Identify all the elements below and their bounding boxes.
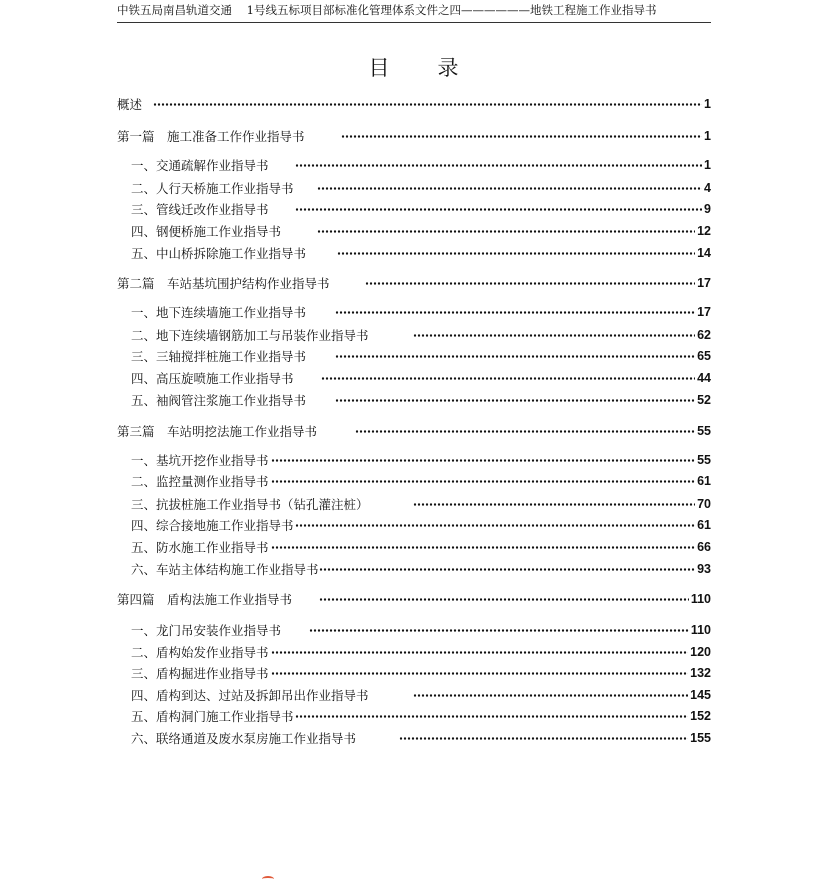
dot-leader — [399, 737, 688, 740]
toc-entry[interactable] — [117, 302, 711, 322]
running-header — [117, 0, 711, 23]
toc-entry-page-number: 61 — [697, 518, 711, 532]
toc-entry-page-number: 61 — [697, 474, 711, 488]
toc-entry-label: 六、联络通道及废水泵房施工作业指导书 — [131, 731, 357, 746]
dot-leader — [295, 208, 702, 211]
toc-entry[interactable] — [117, 515, 711, 535]
toc-entry[interactable] — [117, 390, 711, 410]
toc-entry[interactable] — [117, 94, 711, 114]
toc-entry-page-number: 1 — [704, 97, 711, 111]
dot-leader — [319, 568, 695, 571]
dot-leader — [317, 187, 702, 190]
toc-entry[interactable] — [117, 346, 711, 366]
toc-entry-page-number: 52 — [697, 393, 711, 407]
toc-entry-page-number: 12 — [697, 224, 711, 238]
title-char-left: 目 — [368, 56, 392, 80]
header-company: 中铁五局南昌轨道交通 — [117, 3, 232, 17]
toc-entry-label: 四、综合接地施工作业指导书 — [131, 518, 294, 533]
toc-entry-label: 二、地下连续墙钢筋加工与吊装作业指导书 — [131, 328, 369, 343]
toc-entry[interactable] — [117, 273, 711, 293]
dot-leader — [341, 135, 702, 138]
dot-leader — [317, 230, 695, 233]
toc-entry[interactable] — [117, 494, 711, 514]
toc-entry-page-number: 4 — [704, 181, 711, 195]
dot-leader — [271, 672, 688, 675]
toc-entry-label: 二、人行天桥施工作业指导书 — [131, 181, 294, 196]
toc-entry-page-number: 1 — [704, 129, 711, 143]
toc-entry[interactable] — [117, 589, 711, 609]
toc-entry-label: 一、交通疏解作业指导书 — [131, 158, 269, 173]
toc-entry-page-number: 9 — [704, 202, 711, 216]
dot-leader — [271, 546, 695, 549]
toc-entry-label: 三、管线迁改作业指导书 — [131, 202, 269, 217]
toc-entry-label: 二、监控量测作业指导书 — [131, 474, 269, 489]
dot-leader — [153, 103, 702, 106]
toc-entry-label: 三、盾构掘进作业指导书 — [131, 666, 269, 681]
toc-entry-page-number: 70 — [697, 497, 711, 511]
dot-leader — [271, 459, 695, 462]
dot-leader — [295, 164, 702, 167]
dot-leader — [413, 334, 695, 337]
toc-entry-page-number: 110 — [690, 592, 711, 606]
header-document: 1号线五标项目部标准化管理体系文件之四——————地铁工程施工作业指导书 — [246, 3, 657, 17]
toc-entry-page-number: 93 — [697, 562, 711, 576]
toc-entry-page-number: 17 — [697, 305, 711, 319]
toc-entry[interactable] — [117, 325, 711, 345]
toc-entry-label: 第四篇 盾构法施工作业指导书 — [117, 592, 293, 607]
toc-entry-label: 四、盾构到达、过站及拆卸吊出作业指导书 — [131, 688, 369, 703]
toc-entry[interactable] — [117, 471, 711, 491]
toc-entry[interactable] — [117, 155, 711, 175]
toc-entry-label: 三、三轴搅拌桩施工作业指导书 — [131, 349, 307, 364]
toc-entry-page-number: 55 — [697, 453, 711, 467]
title-char-right: 录 — [437, 56, 461, 80]
page-title — [0, 52, 829, 82]
dot-leader — [413, 503, 695, 506]
dot-leader — [295, 715, 688, 718]
toc-entry[interactable] — [117, 559, 711, 579]
dot-leader — [413, 694, 688, 697]
toc-entry-page-number: 44 — [697, 371, 711, 385]
toc-entry-label: 一、基坑开挖作业指导书 — [131, 453, 269, 468]
toc-entry[interactable] — [117, 199, 711, 219]
toc-entry-page-number: 14 — [697, 246, 711, 260]
dot-leader — [355, 430, 695, 433]
toc-entry-page-number: 1 — [704, 158, 711, 172]
toc-entry[interactable] — [117, 706, 711, 726]
dot-leader — [309, 629, 689, 632]
toc-entry[interactable] — [117, 663, 711, 683]
toc-entry-page-number: 17 — [697, 276, 711, 290]
toc-entry-label: 五、防水施工作业指导书 — [131, 540, 269, 555]
toc-entry-label: 五、袖阀管注浆施工作业指导书 — [131, 393, 307, 408]
toc-entry[interactable] — [117, 620, 711, 640]
dot-leader — [335, 311, 695, 314]
dot-leader — [319, 598, 689, 601]
toc-entry-label: 一、龙门吊安装作业指导书 — [131, 623, 282, 638]
toc-entry-page-number: 55 — [697, 424, 711, 438]
toc-entry[interactable] — [117, 421, 711, 441]
toc-entry-label: 五、盾构洞门施工作业指导书 — [131, 709, 294, 724]
toc-entry[interactable] — [117, 537, 711, 557]
toc-entry-page-number: 132 — [690, 666, 711, 680]
toc-entry-label: 第三篇 车站明挖法施工作业指导书 — [117, 424, 318, 439]
toc-entry-page-number: 65 — [697, 349, 711, 363]
toc-entry[interactable] — [117, 642, 711, 662]
dot-leader — [271, 480, 695, 483]
toc-entry-page-number: 120 — [690, 645, 711, 659]
toc-entry-page-number: 66 — [697, 540, 711, 554]
toc-entry-label: 二、盾构始发作业指导书 — [131, 645, 269, 660]
toc-entry-page-number: 155 — [690, 731, 711, 745]
toc-entry-page-number: 110 — [690, 623, 711, 637]
toc-entry-label: 第一篇 施工准备工作作业指导书 — [117, 129, 305, 144]
toc-entry-label: 概述 — [117, 97, 143, 112]
dot-leader — [365, 282, 695, 285]
toc-entry[interactable] — [117, 243, 711, 263]
toc-entry[interactable] — [117, 685, 711, 705]
toc-entry-page-number: 145 — [690, 688, 711, 702]
dot-leader — [337, 252, 695, 255]
dot-leader — [335, 399, 695, 402]
toc-entry[interactable] — [117, 221, 711, 241]
toc-entry-label: 六、车站主体结构施工作业指导书 — [131, 562, 319, 577]
toc-entry-label: 一、地下连续墙施工作业指导书 — [131, 305, 307, 320]
toc-entry[interactable] — [117, 450, 711, 470]
toc-entry[interactable] — [117, 178, 711, 198]
toc-entry[interactable] — [117, 728, 711, 748]
toc-entry-label: 四、高压旋喷施工作业指导书 — [131, 371, 294, 386]
dot-leader — [271, 651, 688, 654]
toc-entry[interactable] — [117, 368, 711, 388]
dot-leader — [295, 524, 695, 527]
toc-entry-page-number: 152 — [690, 709, 711, 723]
toc-entry[interactable] — [117, 126, 711, 146]
toc-entry-label: 四、钢便桥施工作业指导书 — [131, 224, 282, 239]
dot-leader — [335, 355, 695, 358]
toc-entry-label: 三、抗拔桩施工作业指导书（钻孔灌注桩） — [131, 497, 369, 512]
red-mark — [262, 876, 274, 882]
toc-entry-page-number: 62 — [697, 328, 711, 342]
toc-entry-label: 第二篇 车站基坑围护结构作业指导书 — [117, 276, 330, 291]
toc-entry-label: 五、中山桥拆除施工作业指导书 — [131, 246, 307, 261]
dot-leader — [321, 377, 695, 380]
